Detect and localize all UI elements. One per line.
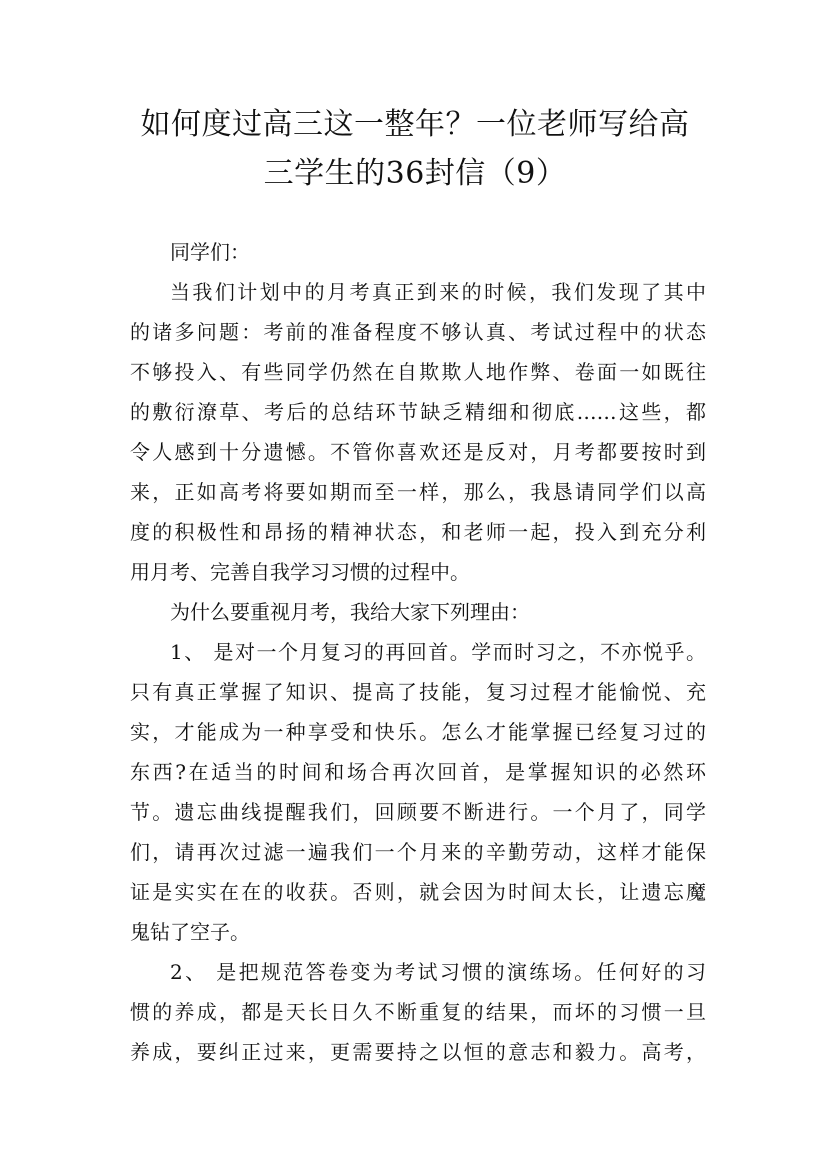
title-line-2: 三学生的36封信（9） [263,156,567,191]
paragraph-2-line: 为什么要重视月考，我给大家下列理由： [170,600,530,624]
item-1-line: 鬼钻了空子。 [130,920,250,944]
item-2-line: 2、 是把规范答卷变为考试习惯的演练场。任何好的习 [170,960,706,984]
item-1-line: 1、 是对一个月复习的再回首。学而时习之，不亦悦乎。 [170,640,706,664]
item-1-line: 只有真正掌握了知识、提高了技能，复习过程才能愉悦、充 [130,680,706,704]
item-1-line: 证是实实在在的收获。否则，就会因为时间太长，让遗忘魔 [130,880,706,904]
paragraph-1-line: 的敷衍潦草、考后的总结环节缺乏精细和彻底……这些，都 [130,400,706,424]
item-1-line: 东西?在适当的时间和场合再次回首，是掌握知识的必然环 [130,760,706,784]
document-title [120,100,710,198]
paragraph-1-line: 令人感到十分遗憾。不管你喜欢还是反对，月考都要按时到 [130,440,706,464]
title-line-1: 如何度过高三这一整年？一位老师写给高 [140,107,690,142]
item-1-line: 们，请再次过滤一遍我们一个月来的辛勤劳动，这样才能保 [130,840,706,864]
item-2-line: 惯的养成，都是天长日久不断重复的结果，而坏的习惯一旦 [130,1000,706,1024]
paragraph-1-line: 来，正如高考将要如期而至一样，那么，我恳请同学们以高 [130,480,706,504]
item-1-line: 节。遗忘曲线提醒我们，回顾要不断进行。一个月了，同学 [130,800,706,824]
paragraph-1-line: 当我们计划中的月考真正到来的时候，我们发现了其中 [170,280,706,304]
item-2-line: 养成，要纠正过来，更需要持之以恒的意志和毅力。高考， [130,1040,706,1064]
document-body [130,232,706,1072]
item-1-line: 实，才能成为一种享受和快乐。怎么才能掌握已经复习过的 [130,720,706,744]
salutation: 同学们： [170,240,250,264]
paragraph-1-line: 的诸多问题：考前的准备程度不够认真、考试过程中的状态 [130,320,706,344]
paragraph-1-line: 度的积极性和昂扬的精神状态，和老师一起，投入到充分利 [130,520,706,544]
paragraph-1-line: 用月考、完善自我学习习惯的过程中。 [130,560,470,584]
paragraph-1-line: 不够投入、有些同学仍然在自欺欺人地作弊、卷面一如既往 [130,360,706,384]
